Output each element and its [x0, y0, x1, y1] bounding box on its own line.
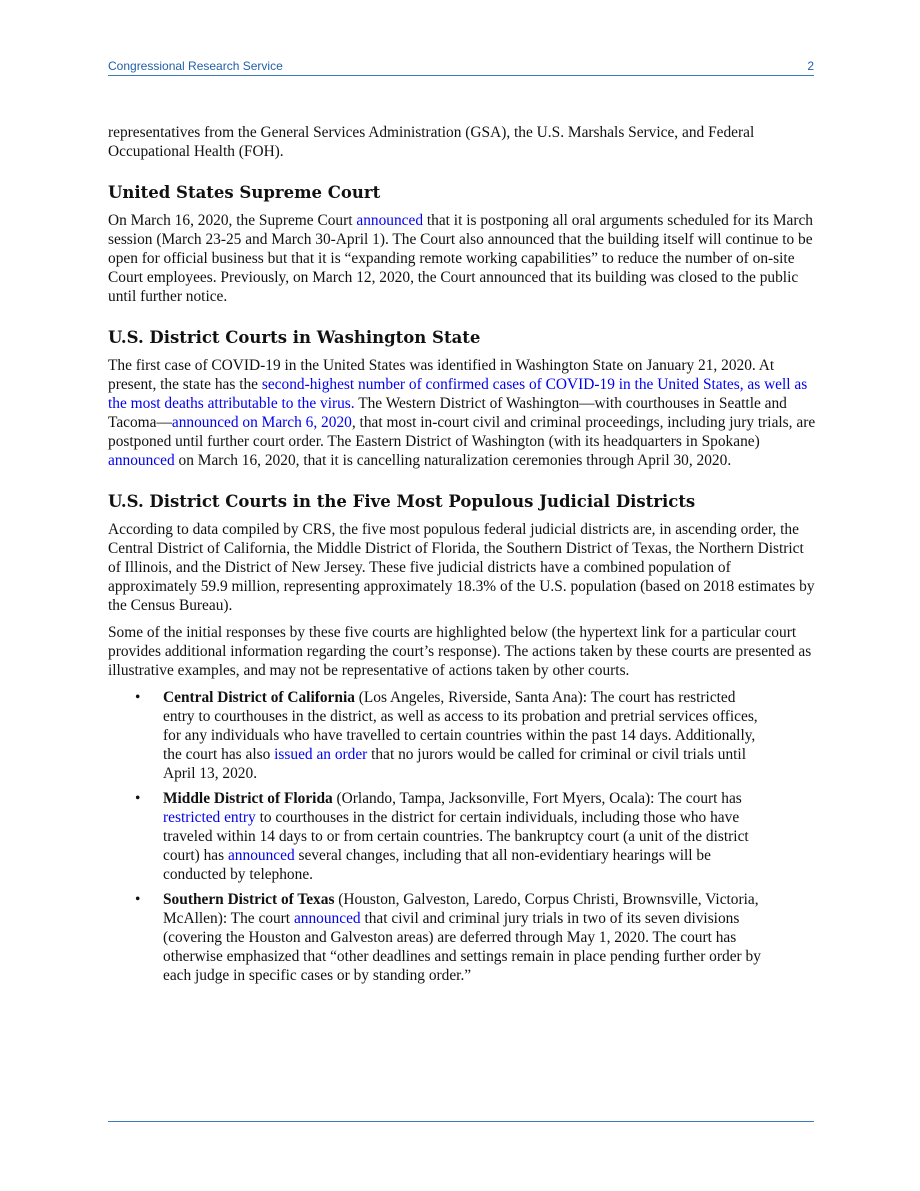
paragraph-continued — [108, 123, 818, 161]
list-item-central-california — [108, 688, 763, 783]
link-issued-an-order[interactable]: issued an order — [274, 746, 368, 763]
court-bullet-list — [108, 688, 818, 985]
paragraph-text: representatives from the General Services Administration (GSA), the U.S. Marshals Service, and Federal Occupational Health (FOH). — [108, 124, 755, 160]
item-text: (Orlando, Tampa, Jacksonville, Fort Myers, Ocala): The court has — [332, 790, 742, 807]
paragraph-text: The Western District of Washington—with courthouses in Seattle and Tacoma— — [108, 395, 787, 431]
paragraph-populous-districts: According to data compiled by CRS, the five most populous federal judicial districts are, in ascending order, the Central District of California, the Middle District of Florida, the Southern District of Texas, the Northern District of Illinois, and the District of New Jersey. These five judicial districts have a combined population of approximately 59.9 million, representing approximately 18.3% of the U.S. population (based on 2018 estimates by the Census Bureau). — [108, 521, 815, 614]
link-announced-march-6[interactable]: announced on March 6, 2020 — [171, 414, 352, 431]
paragraph-text: on March 16, 2020, that it is cancelling naturalization ceremonies through April 30, 2020. — [174, 452, 732, 469]
bullet-glyph: • — [135, 891, 141, 908]
list-item-middle-florida — [108, 789, 763, 884]
paragraph-text: that it is postponing all oral arguments scheduled for its March session (March 23-25 and March 30-April 1). The Court also announced that the building itself will continue to be open for official business but that it is “expanding remote working capabilities” to reduce the number of on-site Court employees. Previously, on March 12, 2020, the Court announced that its building was closed to the public until further notice. — [108, 212, 813, 305]
section-heading-supreme-court: United States Supreme Court — [108, 183, 381, 202]
item-text: (Houston, Galveston, Laredo, Corpus Christi, Brownsville, Victoria, McAllen): The court — [163, 891, 759, 927]
link-announced[interactable]: announced — [356, 212, 424, 229]
paragraph-text: , that most in-court civil and criminal proceedings, including jury trials, are postponed until further court order. The Eastern District of Washington (with its headquarters in Spokane) — [108, 414, 816, 450]
link-restricted-entry[interactable]: restricted entry — [163, 809, 256, 826]
bullet-glyph: • — [135, 790, 141, 807]
item-text: (Los Angeles, Riverside, Santa Ana): The court has restricted entry to courthouses in the district, as well as access to its probation and pretrial services offices, for any individuals who have travelled to certain countries within the past 14 days. Additionally, the court has also — [163, 689, 758, 763]
paragraph-washington — [108, 356, 818, 470]
paragraph-text: The first case of COVID-19 in the United States was identified in Washington State on January 21, 2020. At present, the state has the — [108, 357, 775, 393]
footer-rule — [108, 1121, 814, 1122]
link-announced-bankruptcy[interactable]: announced — [227, 847, 295, 864]
item-text: several changes, including that all non-evidentiary hearings will be conducted by telephone. — [163, 847, 711, 883]
document-body — [108, 123, 818, 991]
court-name: Southern District of Texas — [163, 891, 335, 908]
section-heading-washington: U.S. District Courts in Washington State — [108, 328, 481, 347]
bullet-glyph: • — [135, 689, 141, 706]
item-text: that no jurors would be called for criminal or civil trials until April 13, 2020. — [163, 746, 746, 782]
page-number: 2 — [807, 59, 814, 73]
court-name: Central District of California — [163, 689, 355, 706]
paragraph-initial-responses: Some of the initial responses by these five courts are highlighted below (the hypertext link for a particular court provides additional information regarding the court’s response). The actions taken by these courts are presented as illustrative examples, and may not be representative of actions taken by other courts. — [108, 624, 812, 679]
item-text: to courthouses in the district for certain individuals, including those who have traveled within 14 days to or from certain countries. The bankruptcy court (a unit of the district court) has — [163, 809, 749, 864]
item-text: that civil and criminal jury trials in two of its seven divisions (covering the Houston and Galveston areas) are deferred through May 1, 2020. The court has otherwise emphasized that “other deadlines and settings remain in place pending further order by each judge in specific cases or by standing order.” — [163, 910, 761, 984]
running-header — [108, 59, 814, 75]
header-rule — [108, 75, 814, 76]
paragraph-text: On March 16, 2020, the Supreme Court — [108, 212, 357, 229]
court-name: Middle District of Florida — [163, 790, 333, 807]
link-announced-texas[interactable]: announced — [293, 910, 361, 927]
section-heading-populous-districts: U.S. District Courts in the Five Most Populous Judicial Districts — [108, 492, 696, 511]
list-item-southern-texas — [108, 890, 763, 985]
header-org-name: Congressional Research Service — [108, 59, 283, 73]
link-confirmed-cases[interactable]: second-highest number of confirmed cases of COVID-19 in the United States, as well as the most deaths attributable to the virus. — [108, 376, 808, 412]
paragraph-supreme-court — [108, 211, 818, 306]
link-announced-eastern[interactable]: announced — [108, 452, 175, 469]
